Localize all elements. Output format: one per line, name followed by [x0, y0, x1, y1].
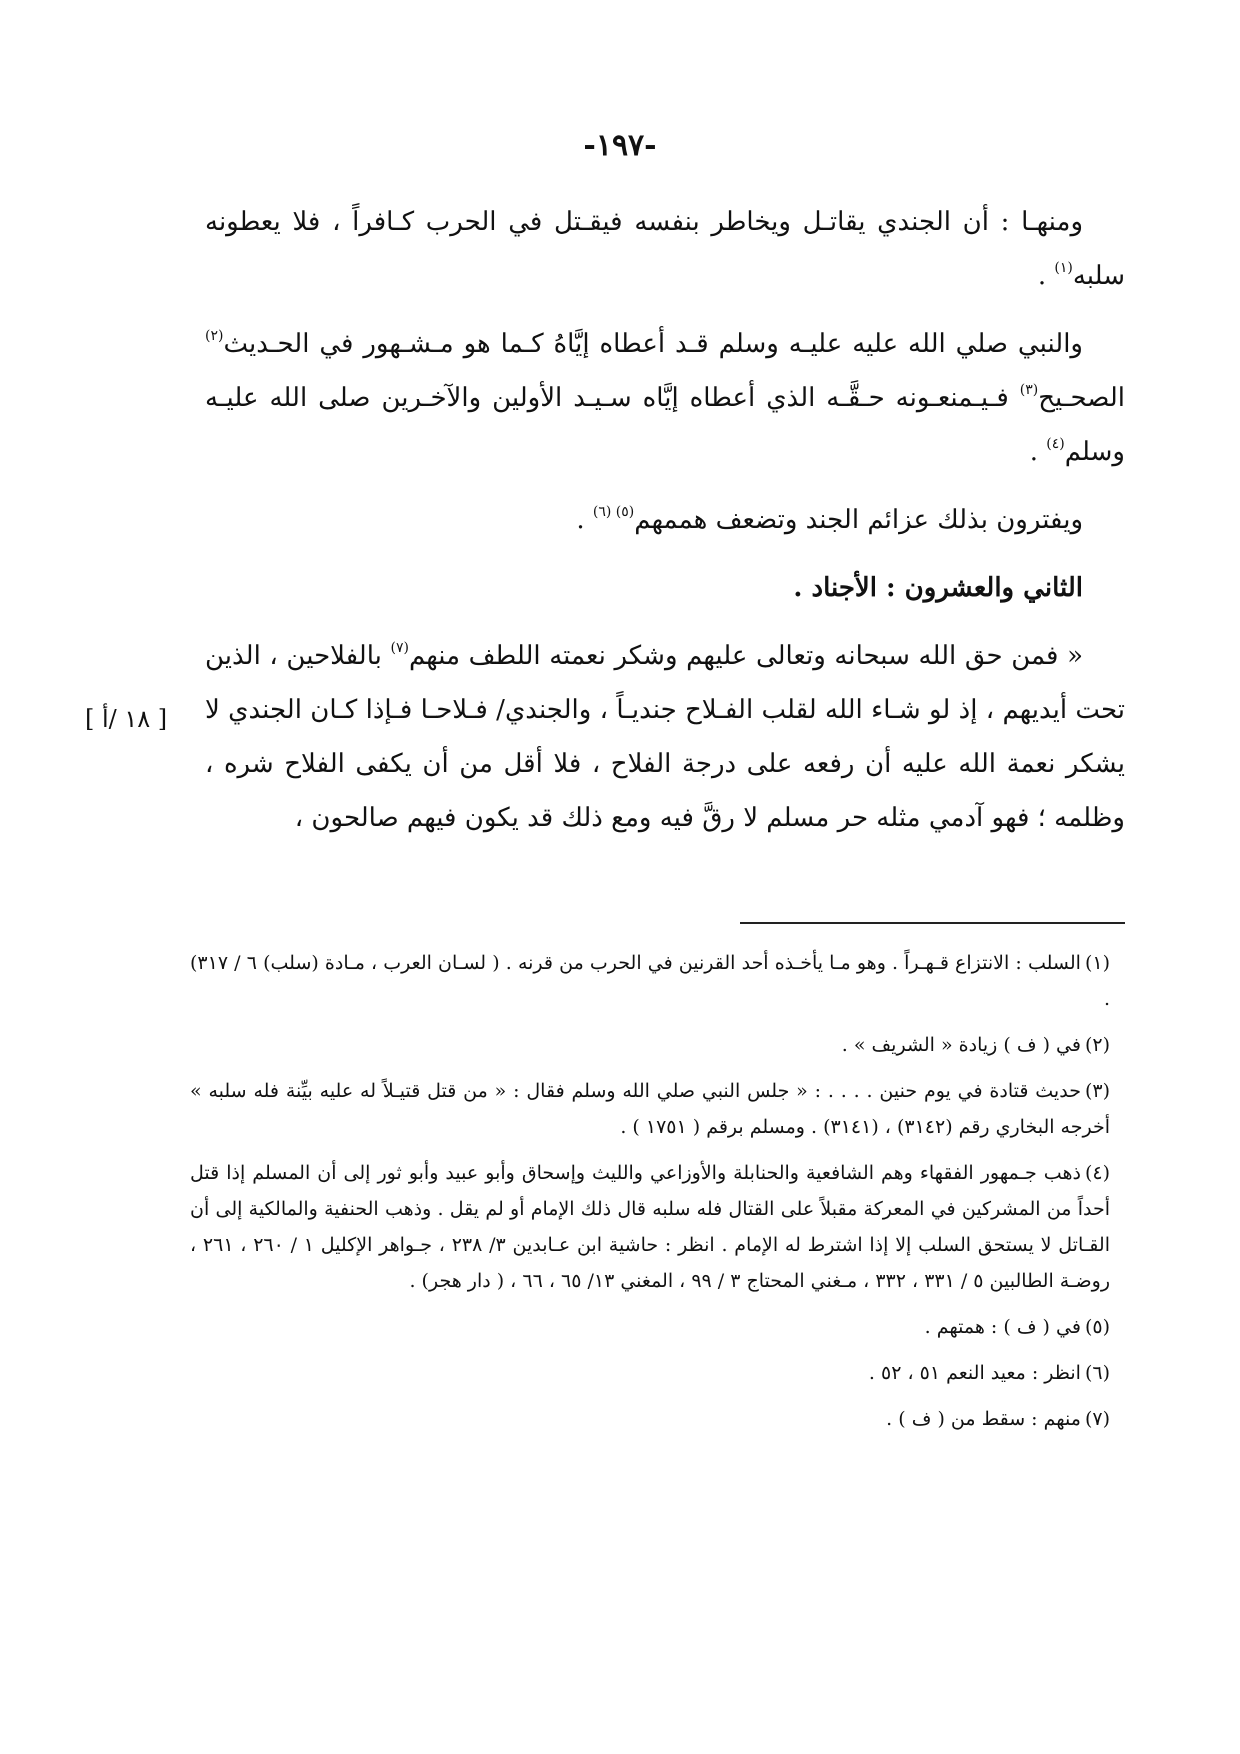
- footnotes: [190, 945, 1110, 1447]
- page-number: -١٩٧-: [583, 128, 657, 163]
- footnote-number: (٧): [1084, 1408, 1110, 1430]
- footnote-text: انظر : معيد النعم ٥١ ، ٥٢ .: [868, 1362, 1081, 1384]
- footnote-2: [190, 1027, 1110, 1063]
- footnote-ref-5-6[interactable]: (٥) (٦): [592, 504, 635, 520]
- footnote-number: (٤): [1084, 1162, 1110, 1184]
- paragraph-1-text: ومنهـا : أن الجندي يقاتـل ويخاطر بنفسه فيقـتل في الحرب كـافراً ، فلا يعطونه سلبه: [205, 207, 1125, 291]
- paragraph-2-end: .: [1029, 437, 1047, 467]
- footnote-number: (٢): [1084, 1034, 1110, 1056]
- footnote-number: (٦): [1084, 1362, 1110, 1384]
- footnote-text: منهم : سقط من ( ف ) .: [886, 1408, 1081, 1430]
- footnote-number: (٣): [1084, 1080, 1110, 1102]
- footnote-number: (١): [1084, 952, 1111, 974]
- footnote-ref-4[interactable]: (٤): [1046, 436, 1065, 452]
- paragraph-2-text-c: فـيـمنعـونه حـقَّـه الذي أعطاه إيَّاه سـيـد الأولين والآخـرين صلى الله عليـه وسلم: [205, 383, 1125, 467]
- paragraph-4-text-b: بالفلاحين ، الذين تحت أيديهم ، إذ لو شـاء الله لقلب الفـلاح جنديـاً ، والجندي/ فـلاحـا فـإذا كـان الجندي لا يشكر نعمة الله عليه أن رفعه على درجة الفلاح ، فلا أقل من أن يكفى الفلاح شره ، وظلمه ؛ فهو آدمي مثله حر مسلم لا رقَّ فيه ومع ذلك قد يكون فيهم صالحون ،: [205, 641, 1125, 833]
- footnote-text: في ( ف ) : همتهم .: [924, 1316, 1081, 1338]
- footnote-text: حديث قتادة في يوم حنين . . . . : « جلس النبي صلي الله وسلم فقال : « من قتل قتيـلاً له عليه بيِّنة فله سلبه » أخرجه البخاري رقم (٣١٤٢) ، (٣١٤١) . ومسلم برقم ( ١٧٥١ ) .: [190, 1080, 1110, 1138]
- footnote-text: ذهب جـمهور الفقهاء وهم الشافعية والحنابلة والأوزاعي والليث وإسحاق وأبو عبيد وأبو ثور إلى أن المسلم إذا قتل أحداً من المشركين في المعركة مقبلاً على القتال فله سلبه قال ذلك الإمام أو لم يقل . وذهب الحنفية والمالكية إلى أن القـاتل لا يستحق السلب إلا إذا اشترط له الإمام . انظر : حاشية ابن عـابدين ٣/ ٢٣٨ ، جـواهر الإكليل ١ / ٢٦٠ ، ٢٦١ ، روضـة الطالبين ٥ / ٣٣١ ، ٣٣٢ ، مـغني المحتاج ٣ / ٩٩ ، المغني ١٣/ ٦٥ ، ٦٦ ، ( دار هجر) .: [190, 1162, 1110, 1292]
- footnote-4: [190, 1155, 1110, 1299]
- paragraph-2-text-b: الصحـيح: [1038, 383, 1125, 413]
- footnote-text: في ( ف ) زيادة « الشريف » .: [841, 1034, 1081, 1056]
- paragraph-1: [205, 195, 1125, 303]
- footnote-separator: [740, 922, 1125, 924]
- folio-marker: [ ١٨ /أ ]: [85, 705, 168, 733]
- footnote-number: (٥): [1084, 1316, 1110, 1338]
- footnote-text: السلب : الانتزاع قـهـراً . وهو مـا يأخـذه أحد القرنين في الحرب من قرنه . ( لسـان العرب ، مـادة (سلب) ٦ / ٣١٧) .: [190, 952, 1110, 1010]
- footnote-ref-3[interactable]: (٣): [1019, 382, 1039, 398]
- footnote-ref-2[interactable]: (٢): [205, 328, 224, 344]
- footnote-7: [190, 1401, 1110, 1437]
- paragraph-4: [205, 629, 1125, 845]
- section-heading: الثاني والعشرون : الأجناد .: [793, 573, 1083, 603]
- footnote-6: [190, 1355, 1110, 1391]
- main-text: [205, 195, 1125, 859]
- paragraph-3: [205, 493, 1125, 547]
- footnote-1: [190, 945, 1110, 1017]
- footnote-ref-1[interactable]: (١): [1054, 260, 1073, 276]
- paragraph-2-text-a: والنبي صلي الله عليه عليـه وسلم قـد أعطاه إيَّاهُ كـما هو مـشـهور في الحـديث: [223, 329, 1083, 359]
- paragraph-4-text-a: « فمن حق الله سبحانه وتعالى عليهم وشكر نعمته اللطف منهم: [408, 641, 1083, 671]
- footnote-5: [190, 1309, 1110, 1345]
- paragraph-3-text: ويفترون بذلك عزائم الجند وتضعف هممهم: [634, 505, 1083, 535]
- paragraph-3-end: .: [576, 505, 593, 535]
- paragraph-2: [205, 317, 1125, 479]
- footnote-ref-7[interactable]: (٧): [390, 640, 409, 656]
- footnote-3: [190, 1073, 1110, 1145]
- paragraph-1-end: .: [1037, 261, 1055, 291]
